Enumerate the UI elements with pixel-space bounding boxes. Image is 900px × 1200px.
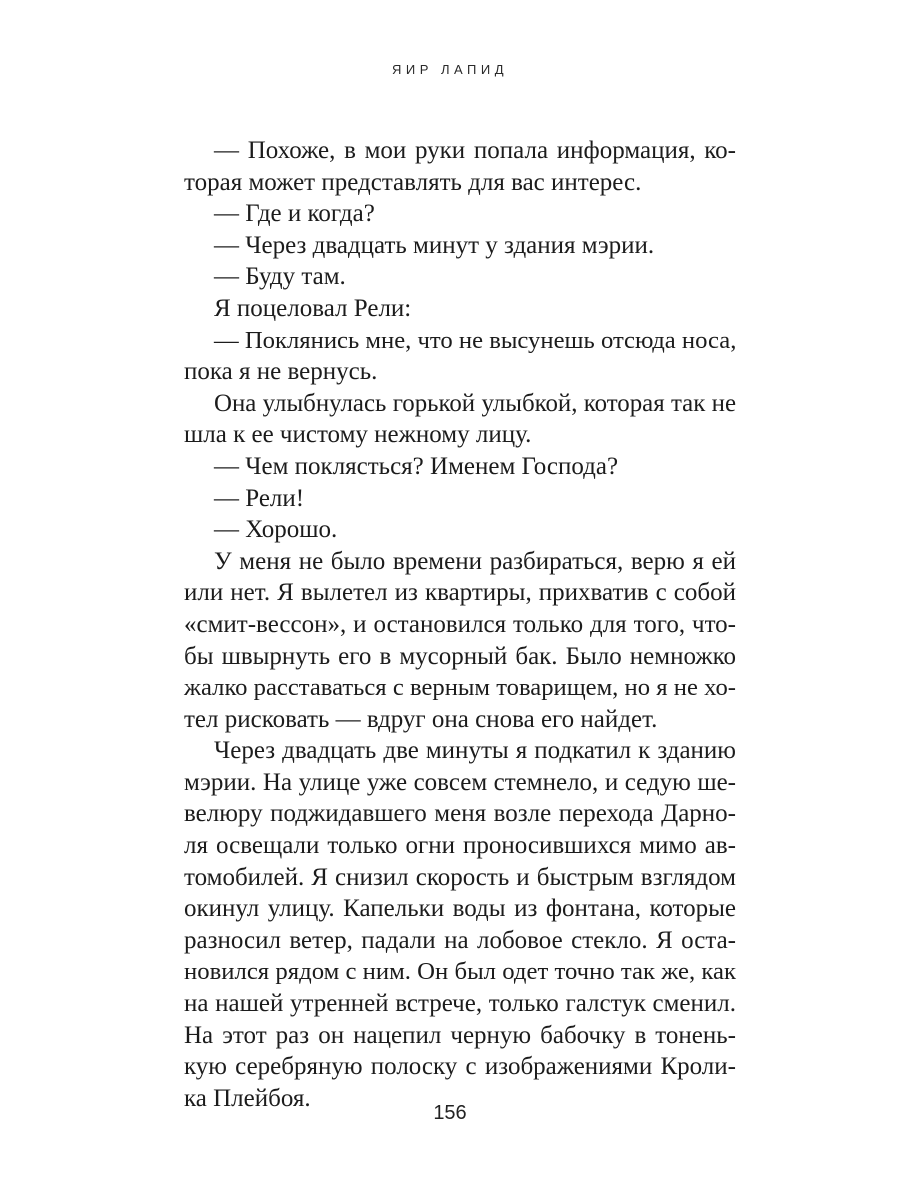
text-line: — Хорошо.	[214, 516, 338, 544]
text-line: ля освещали только огни проносившихся мимо ав-	[184, 832, 736, 860]
text-line: — Где и когда?	[214, 200, 375, 228]
text-line: велюру поджидавшего меня возле перехода Дарно-	[184, 800, 736, 828]
text-line: — Через двадцать минут у здания мэрии.	[214, 231, 655, 259]
text-line: Она улыбнулась горькой улыбкой, которая так не	[214, 389, 736, 417]
text-line: У меня не было времени разбираться, верю я ей	[214, 547, 736, 575]
text-line: или нет. Я вылетел из квартиры, прихватив с собой	[184, 579, 736, 607]
text-line: разносил ветер, падали на лобовое стекло. Я оста-	[184, 926, 736, 954]
text-line: «смит-вессон», и остановился только для того, что-	[184, 610, 736, 638]
text-line: томобилей. Я снизил скорость и быстрым взглядом	[184, 863, 736, 891]
text-line: торая может представлять для вас интерес.	[184, 168, 642, 196]
text-line: пока я не вернусь.	[184, 358, 378, 386]
text-line: На этот раз он нацепил черную бабочку в тонень-	[184, 1021, 736, 1049]
text-line: Через двадцать две минуты я подкатил к зданию	[214, 737, 736, 765]
text-line: окинул улицу. Капельки воды из фонтана, которые	[184, 895, 736, 923]
text-line: мэрии. На улице уже совсем стемнело, и седую ше-	[184, 768, 736, 796]
body-text	[184, 135, 736, 1114]
text-line: — Буду там.	[214, 263, 346, 291]
text-line: — Чем поклясться? Именем Господа?	[214, 452, 619, 480]
text-line: кую серебряную полоску с изображениями Кроли-	[184, 1053, 736, 1081]
text-line: новился рядом с ним. Он был одет точно так же, как	[184, 958, 736, 986]
text-line: ка Плейбоя.	[184, 1084, 311, 1112]
page-number: 156	[433, 1102, 467, 1124]
text-line: — Похоже, в мои руки попала информация, ко-	[214, 137, 736, 164]
text-line: — Поклянись мне, что не высунешь отсюда носа,	[214, 326, 737, 354]
text-line: Я поцеловал Рели:	[214, 294, 412, 322]
text-line: жалко расставаться с верным товарищем, но я не хо-	[184, 674, 736, 702]
text-line: на нашей утренней встрече, только галстук сменил.	[184, 990, 736, 1018]
text-line: бы швырнуть его в мусорный бак. Было немножко	[184, 642, 736, 670]
text-line: тел рисковать — вдруг она снова его найдет.	[184, 705, 658, 733]
text-line: шла к ее чистому нежному лицу.	[184, 421, 532, 449]
running-head: ЯИР ЛАПИД	[391, 62, 509, 77]
text-line: — Рели!	[214, 484, 305, 512]
